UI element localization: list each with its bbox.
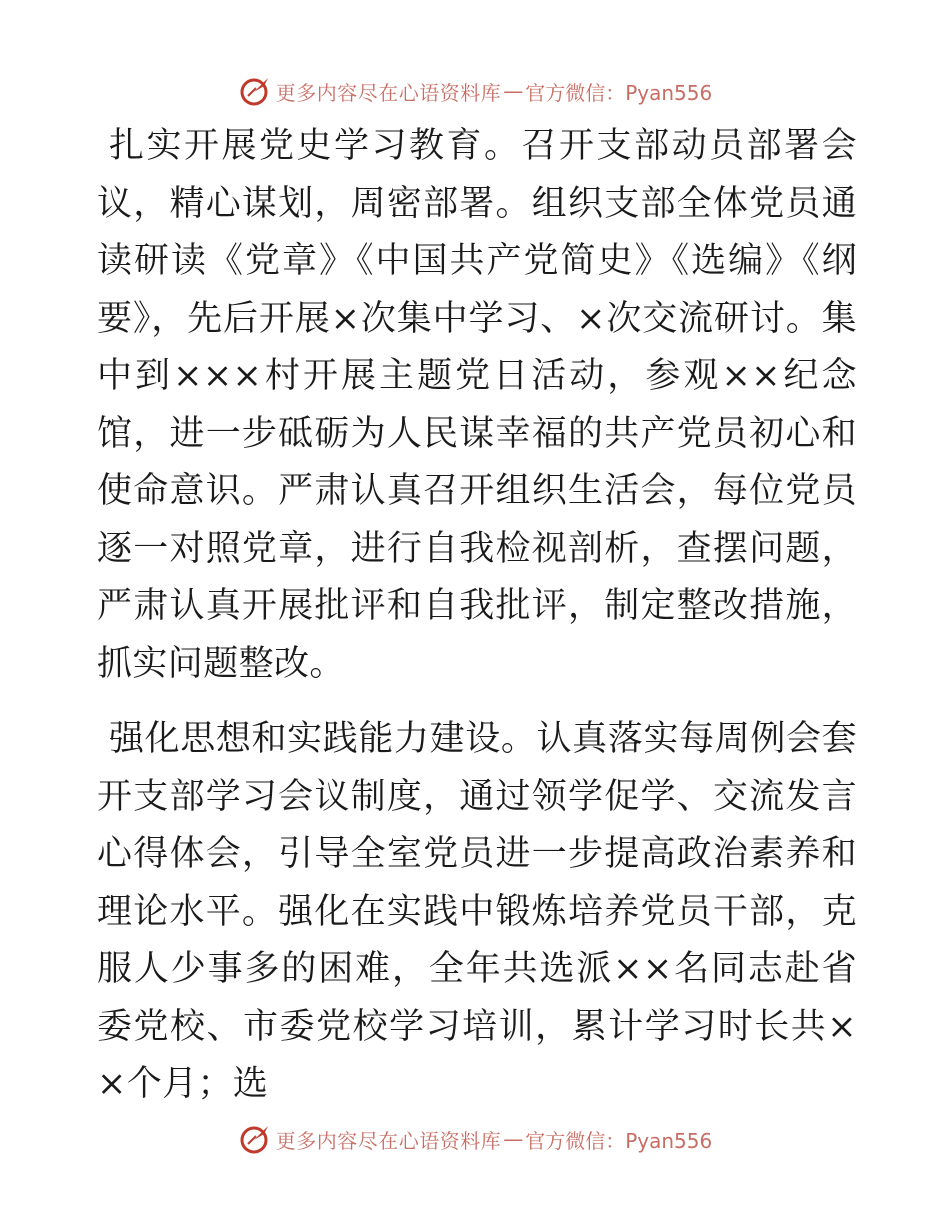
paragraph-ideology-practice: 强化思想和实践能力建设。认真落实每周例会套开支部学习会议制度，通过领学促学、交流发言心得体会，引导全室党员进一步提高政治素养和理论水平。强化在实践中锻炼培养党员干部，克服人少事多的困难，全年共选派××名同志赴省委党校、市委党校学习培训，累计学习时长共××个月；选 — [97, 719, 857, 1104]
paragraph-party-history-study: 扎实开展党史学习教育。召开支部动员部署会议，精心谋划，周密部署。组织支部全体党员通读研读《党章》《中国共产党简史》《选编》《纲要》，先后开展×次集中学习、×次交流研讨。集中到×××村开展主题党日活动，参观××纪念馆，进一步砥砺为人民谋幸福的共产党员初心和使命意识。严肃认真召开组织生活会，每位党员逐一对照党章，进行自我检视剖析，查摆问题，严肃认真开展批评和自我批评，制定整改措施，抓实问题整改。 — [97, 126, 857, 684]
quill-logo-icon — [238, 74, 272, 108]
quill-logo-icon — [238, 1122, 272, 1156]
document-body — [97, 118, 857, 1114]
watermark-dash: — — [503, 79, 524, 103]
header-watermark — [0, 73, 950, 109]
watermark-dash: — — [503, 1127, 524, 1151]
watermark-text: 更多内容尽在心语资料库 — [275, 80, 502, 105]
watermark-account: 官方微信：Pyan556 — [525, 1128, 713, 1153]
watermark-account: 官方微信：Pyan556 — [525, 80, 713, 105]
watermark-text: 更多内容尽在心语资料库 — [275, 1128, 502, 1153]
footer-watermark — [0, 1121, 950, 1157]
